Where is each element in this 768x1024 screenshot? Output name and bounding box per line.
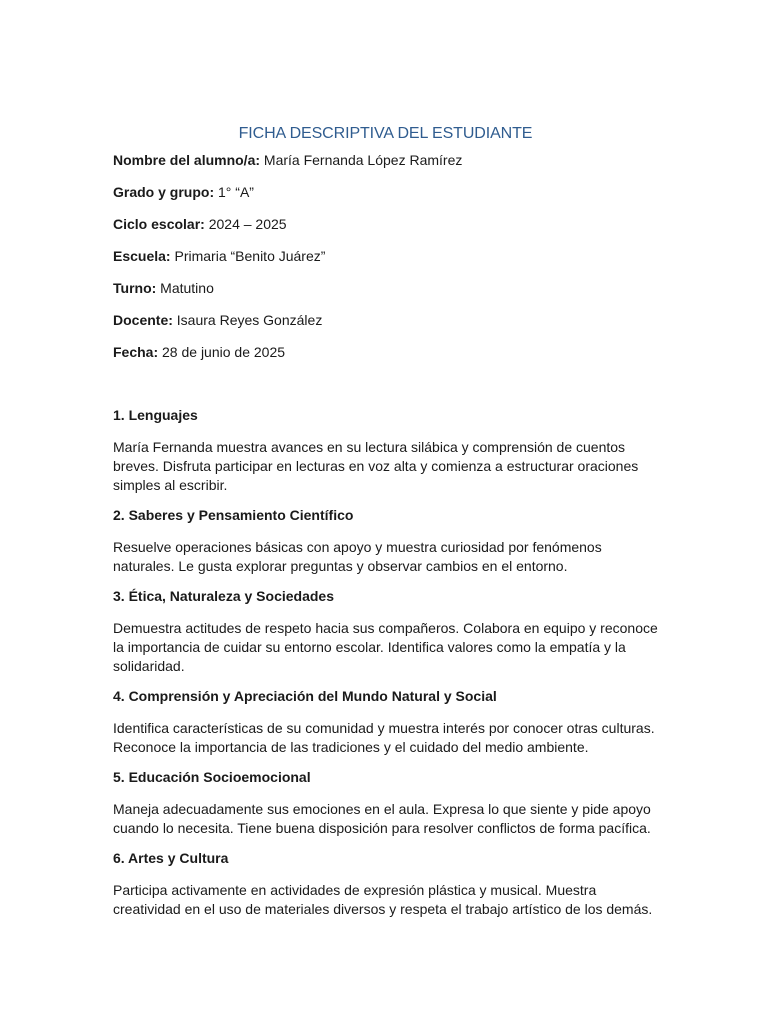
section-artes-cultura: [113, 850, 658, 919]
field-label: Docente:: [113, 312, 173, 328]
document-page: [113, 123, 658, 931]
field-school-year: [113, 216, 658, 232]
section-heading: 4. Comprensión y Apreciación del Mundo Natural y Social: [113, 688, 497, 704]
field-grade-group: [113, 184, 658, 200]
field-date: [113, 344, 658, 360]
section-lenguajes: [113, 407, 658, 495]
field-label: Ciclo escolar:: [113, 216, 205, 232]
field-teacher: [113, 312, 658, 328]
field-label: Escuela:: [113, 248, 171, 264]
section-socioemocional: [113, 769, 658, 838]
section-saberes: [113, 507, 658, 576]
spacer: [113, 376, 658, 407]
section-heading: 2. Saberes y Pensamiento Científico: [113, 507, 354, 523]
section-heading: 3. Ética, Naturaleza y Sociedades: [113, 588, 334, 604]
field-shift: [113, 280, 658, 296]
section-heading: 5. Educación Socioemocional: [113, 769, 311, 785]
field-label: Nombre del alumno/a:: [113, 152, 261, 168]
field-student-name: [113, 152, 658, 168]
field-value: Primaria “Benito Juárez”: [174, 248, 326, 264]
field-label: Fecha:: [113, 344, 159, 360]
section-body: Identifica características de su comunidad y muestra interés por conocer otras culturas. Reconoce la importancia de las tradiciones y el cuidado del medio ambiente.: [113, 720, 655, 755]
field-value: Matutino: [160, 280, 214, 296]
field-value: 1° “A”: [218, 184, 254, 200]
field-value: María Fernanda López Ramírez: [263, 152, 463, 168]
field-value: Isaura Reyes González: [176, 312, 323, 328]
field-value: 2024 – 2025: [208, 216, 287, 232]
section-heading: 6. Artes y Cultura: [113, 850, 229, 866]
field-label: Grado y grupo:: [113, 184, 215, 200]
section-body: Resuelve operaciones básicas con apoyo y muestra curiosidad por fenómenos naturales. Le gusta explorar preguntas y observar cambios en el entorno.: [113, 539, 602, 574]
field-value: 28 de junio de 2025: [162, 344, 286, 360]
section-body: Demuestra actitudes de respeto hacia sus compañeros. Colabora en equipo y reconoce la importancia de cuidar su entorno escolar. Identifica valores como la empatía y la solidaridad.: [113, 620, 658, 674]
section-heading: 1. Lenguajes: [113, 407, 198, 423]
field-school: [113, 248, 658, 264]
section-body: María Fernanda muestra avances en su lectura silábica y comprensión de cuentos breves. Disfruta participar en lecturas en voz alta y comienza a estructurar oraciones simples al escribir.: [113, 439, 639, 493]
section-mundo-natural-social: [113, 688, 658, 757]
document-title: FICHA DESCRIPTIVA DEL ESTUDIANTE: [238, 125, 533, 142]
section-etica: [113, 588, 658, 676]
section-body: Maneja adecuadamente sus emociones en el aula. Expresa lo que siente y pide apoyo cuando lo necesita. Tiene buena disposición para resolver conflictos de forma pacífica.: [113, 801, 651, 836]
section-body: Participa activamente en actividades de expresión plástica y musical. Muestra creatividad en el uso de materiales diversos y respeta el trabajo artístico de los demás.: [113, 882, 653, 917]
field-label: Turno:: [113, 280, 157, 296]
